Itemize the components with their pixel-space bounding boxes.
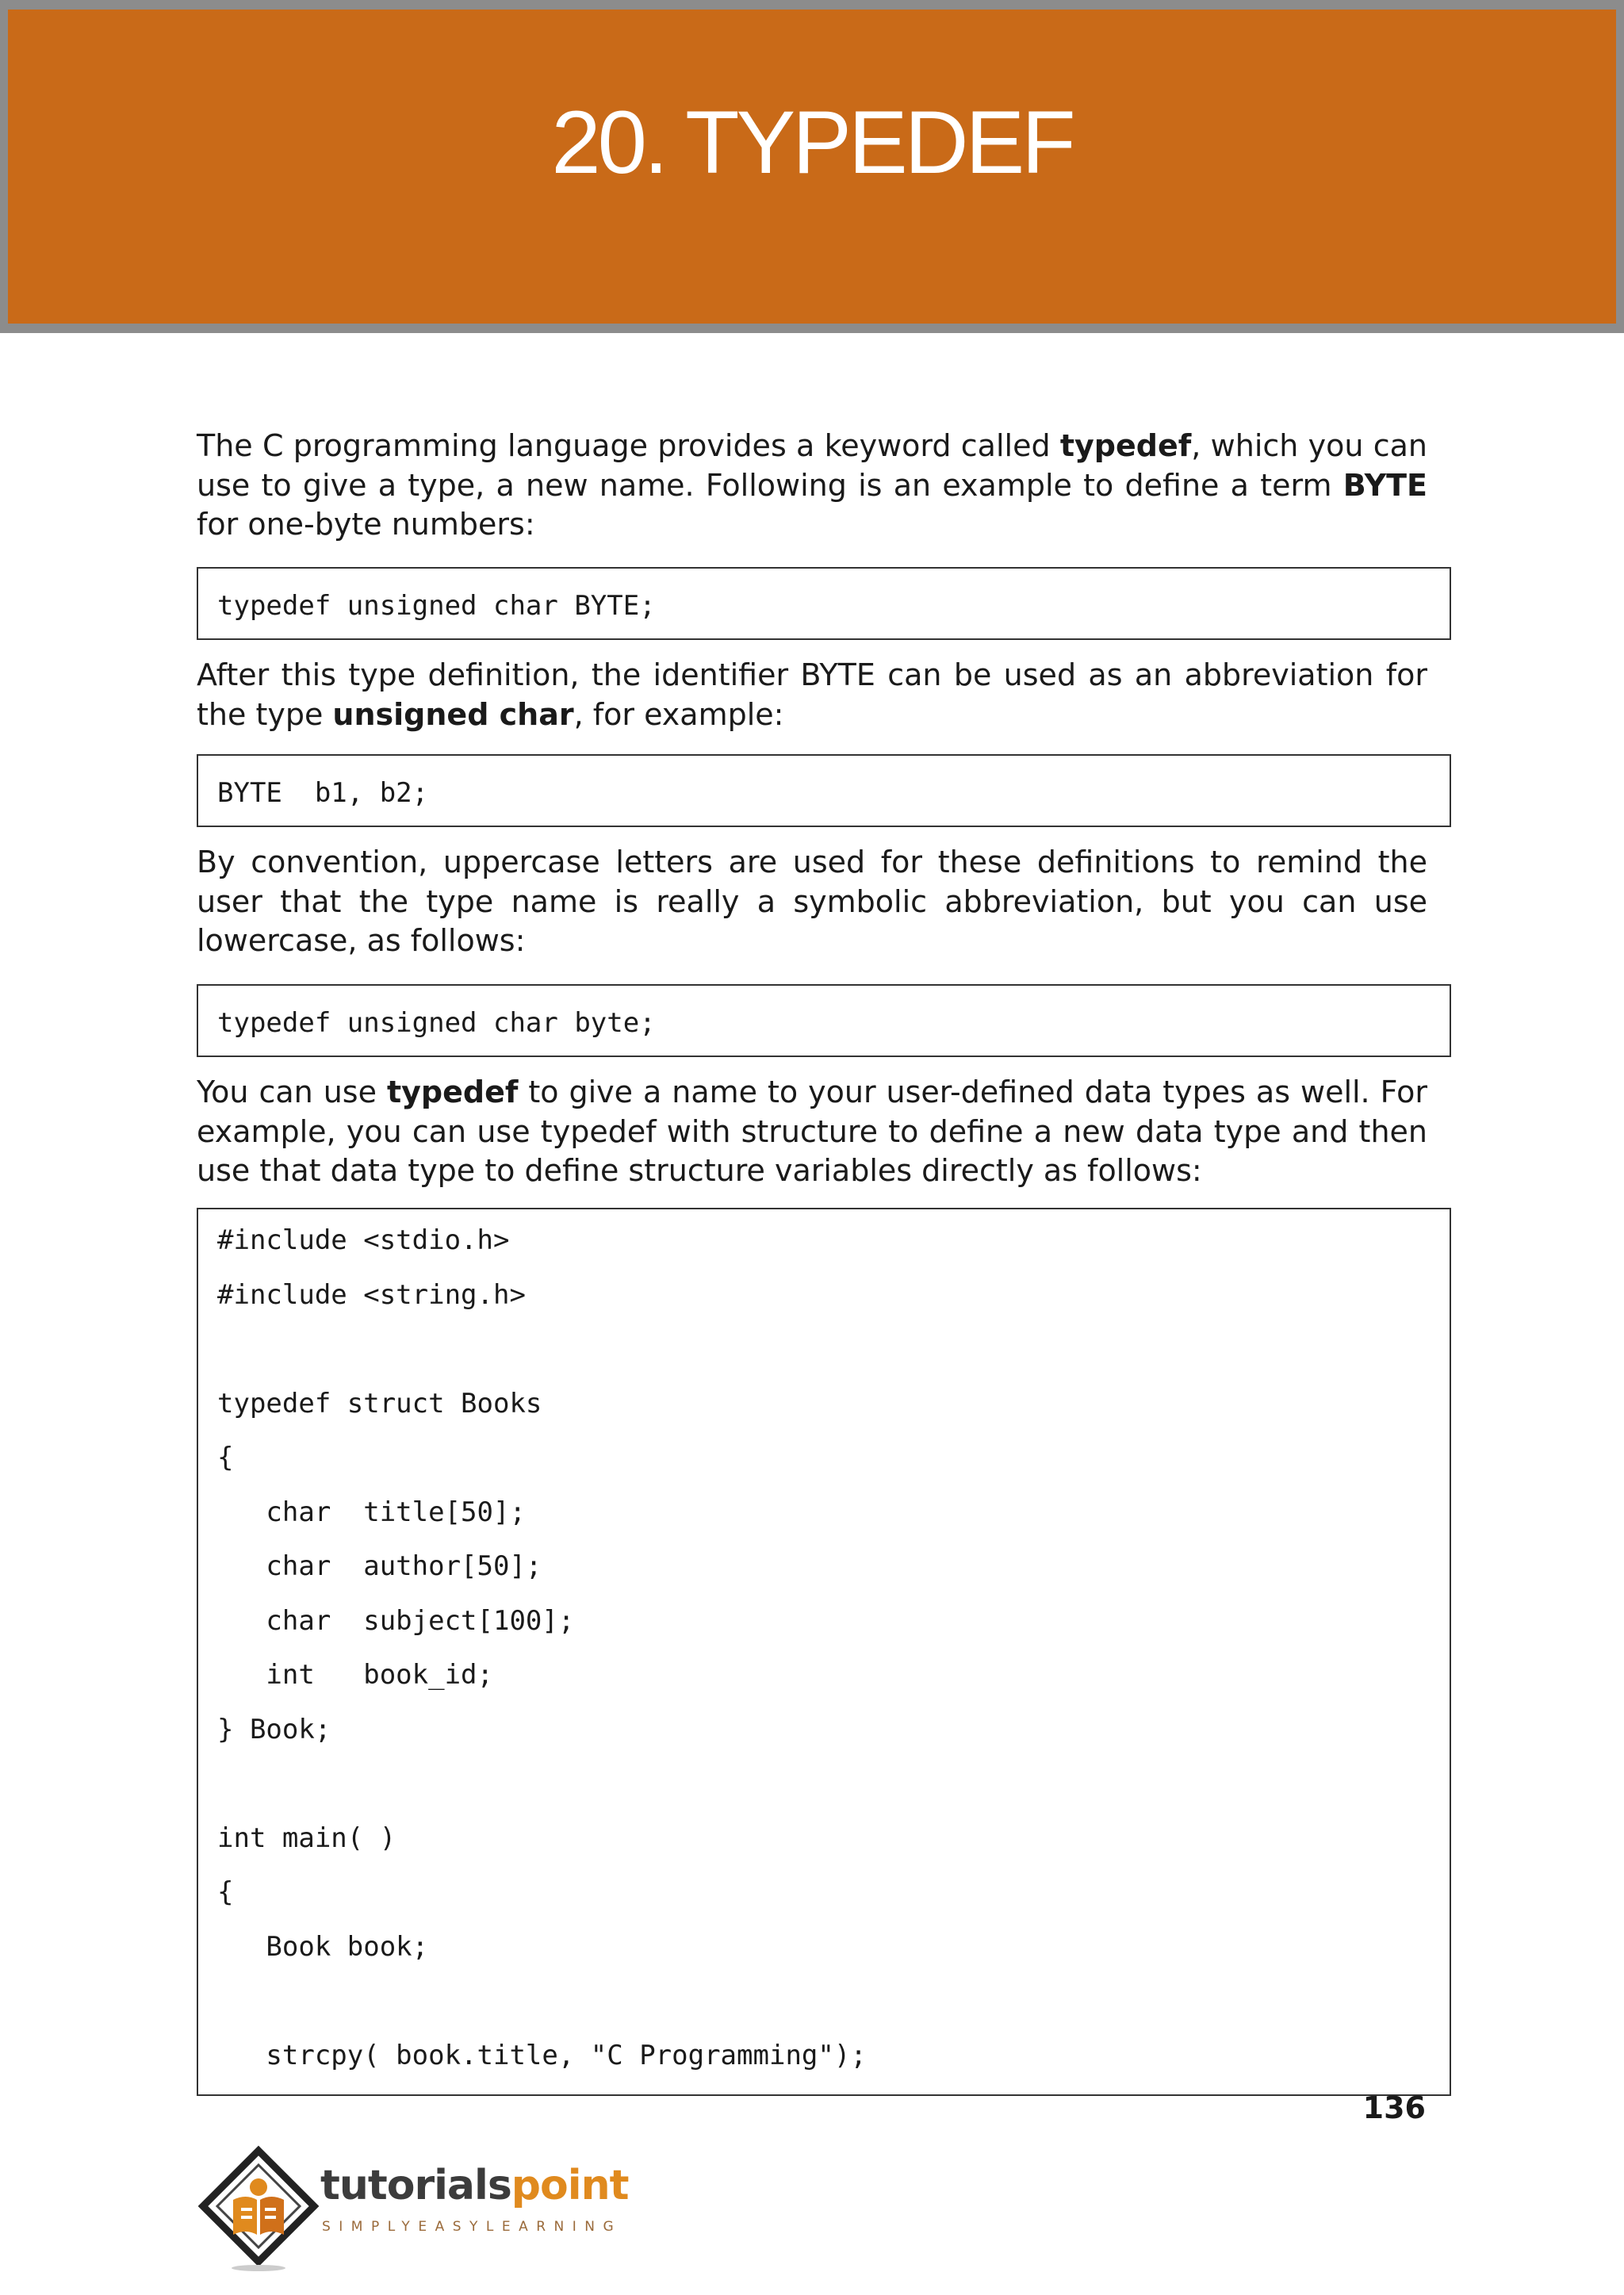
- code-line: char title[50];: [217, 1496, 526, 1528]
- code-line: int book_id;: [217, 1659, 493, 1691]
- text-run: The C programming language provides a keyword called: [197, 428, 1060, 463]
- text-run-bold: typedef: [1059, 428, 1192, 463]
- paragraph-intro: [197, 427, 1438, 543]
- code-line: strcpy( book.title, "C Programming");: [217, 2039, 867, 2071]
- text-run: , which you can use to give a type, a new name. Following is an example to define a term: [197, 428, 1438, 503]
- text-run-bold: typedef: [386, 1075, 519, 1109]
- code-block-b1-b2: [197, 754, 1451, 827]
- text-run: After this type definition, the identifier BYTE can be used as an abbreviation for the type: [197, 657, 1438, 732]
- code-line: [217, 1987, 1450, 2014]
- text-run-bold: unsigned char: [332, 696, 574, 732]
- logo-text-orange: point: [511, 2162, 629, 2209]
- text-run: , for example:: [573, 696, 784, 732]
- code-line: typedef unsigned char byte;: [217, 1007, 656, 1039]
- chapter-title: 20. TYPEDEF: [551, 93, 1073, 192]
- code-line: {: [217, 1442, 234, 1473]
- code-line: #include <stdio.h>: [217, 1224, 510, 1256]
- text-run: You can use: [197, 1075, 387, 1109]
- text-run-bold: BYTE: [1342, 467, 1427, 503]
- code-line: BYTE b1, b2;: [217, 777, 429, 809]
- code-line: #include <string.h>: [217, 1278, 526, 1311]
- logo-wordmark: [320, 2162, 629, 2209]
- logo-tagline: SIMPLYEASYLEARNING: [322, 2219, 622, 2235]
- code-line: char subject[100];: [217, 1604, 575, 1637]
- tutorialspoint-logo: [195, 2141, 639, 2276]
- paragraph-convention: [197, 843, 1438, 960]
- page-content: [197, 427, 1438, 2096]
- paragraph-abbreviation: [197, 656, 1438, 734]
- code-line: typedef struct Books: [217, 1387, 542, 1420]
- code-block-byte: [197, 567, 1451, 640]
- code-block-struct-example: [197, 1208, 1451, 2096]
- code-line: char author[50];: [217, 1550, 542, 1582]
- code-block-lowercase: [197, 984, 1451, 1057]
- text-run: to give a name to your user-defined data types as well. For example, you can use typedef with structure to define a new data type and then use that data type to define structure variables directly as follows:: [197, 1075, 1438, 1188]
- text-run: By convention, uppercase letters are used for these definitions to remind the user that the type name is really a symbolic abbreviation, but you can use lowercase, as follows:: [197, 845, 1438, 958]
- logo-emblem-icon: [195, 2141, 322, 2276]
- code-line: Book book;: [217, 1930, 429, 1963]
- page-number: 136: [1362, 2090, 1426, 2125]
- code-line: int main( ): [217, 1822, 396, 1854]
- code-line: typedef unsigned char BYTE;: [217, 590, 656, 622]
- logo-text-dark: tutorials: [320, 2162, 511, 2209]
- paragraph-structure: [197, 1073, 1438, 1190]
- chapter-banner: [0, 0, 1624, 333]
- text-run: for one-byte numbers:: [197, 467, 1438, 542]
- code-line: [217, 1770, 1450, 1797]
- code-line: {: [217, 1876, 234, 1908]
- code-line: [217, 1335, 1450, 1362]
- code-line: } Book;: [217, 1713, 331, 1745]
